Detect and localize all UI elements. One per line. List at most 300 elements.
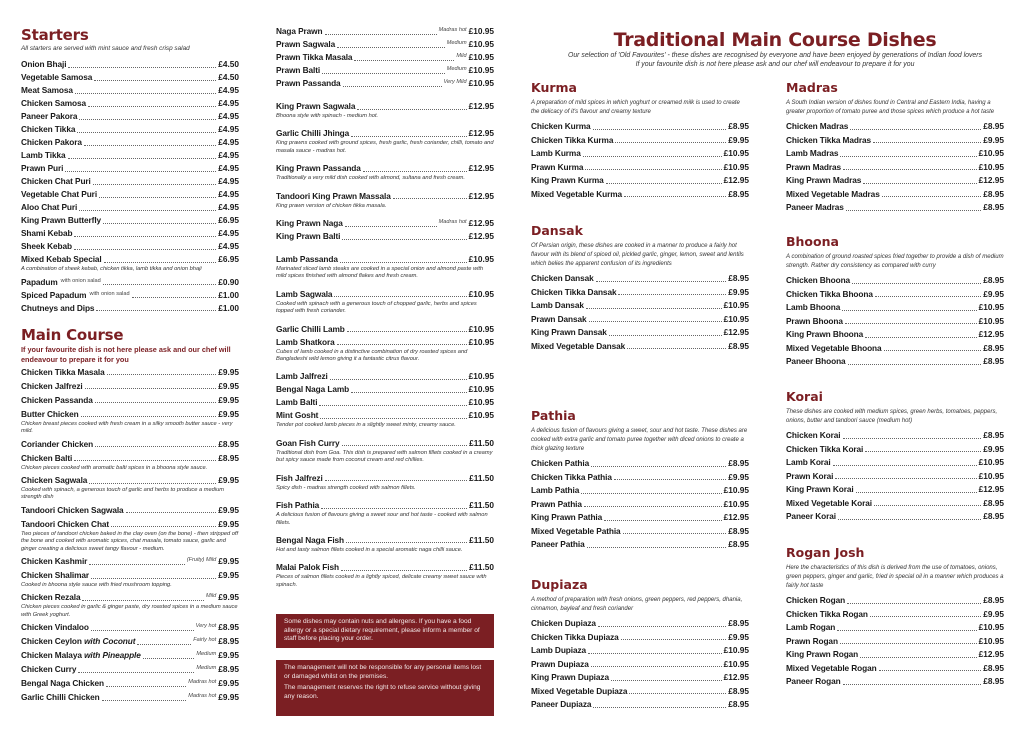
item-price: £4.95 bbox=[218, 202, 239, 213]
menu-item bbox=[786, 121, 1004, 132]
leader-dots bbox=[325, 34, 437, 35]
item-name-text: Bengal Naga Chicken bbox=[21, 678, 104, 689]
item-strength: (Fruity) Mild bbox=[186, 557, 217, 564]
item-price: £6.95 bbox=[218, 215, 239, 226]
leader-dots bbox=[89, 564, 184, 565]
item-description: King prawn version of chicken tikka masala. bbox=[276, 202, 387, 209]
item-price: £4.95 bbox=[218, 124, 239, 135]
item-name-text: Chicken Tikka Bhoona bbox=[786, 288, 873, 299]
menu-item bbox=[21, 519, 239, 530]
leader-dots bbox=[842, 310, 976, 311]
dupiaza-list bbox=[531, 618, 749, 713]
item-price: £9.95 bbox=[218, 504, 239, 515]
item-name-text: Chicken Malaya bbox=[21, 650, 82, 661]
leader-dots bbox=[587, 547, 727, 548]
leader-dots bbox=[68, 67, 216, 68]
item-name-text: Lamb Madras bbox=[786, 148, 839, 158]
item-description: Chicken pieces cooked with aromatic balti spices in a bhoona style sauce. bbox=[21, 464, 208, 471]
item-name bbox=[786, 663, 877, 674]
item-name-text: Prawn Balti bbox=[276, 65, 321, 75]
leader-dots bbox=[107, 374, 217, 375]
menu-item bbox=[531, 162, 749, 173]
item-description: Spicy dish - madras strength cooked with salmon fillets. bbox=[276, 484, 416, 491]
item-name-text: Chicken Korai bbox=[786, 430, 841, 440]
item-price: £12.95 bbox=[468, 128, 494, 139]
item-price: £9.95 bbox=[218, 556, 239, 567]
item-price: £12.95 bbox=[978, 484, 1004, 494]
item-name bbox=[531, 645, 586, 656]
item-name bbox=[531, 273, 594, 284]
item-strength: Medium bbox=[196, 651, 217, 658]
item-name-text: King Prawn Madras bbox=[786, 175, 862, 185]
leader-dots bbox=[354, 60, 454, 61]
item-name bbox=[276, 52, 352, 63]
spacer bbox=[276, 91, 494, 101]
leader-dots bbox=[95, 402, 217, 403]
leader-dots bbox=[856, 492, 977, 493]
item-name bbox=[531, 287, 616, 298]
menu-item bbox=[786, 471, 1004, 482]
menu-item bbox=[276, 191, 494, 202]
item-name-text: Mixed Vegetable Bhoona bbox=[786, 342, 882, 353]
menu-item bbox=[531, 659, 749, 670]
item-name-text: Mint Gosht bbox=[276, 410, 319, 421]
item-price: £10.95 bbox=[978, 622, 1004, 632]
item-name-text: Papadum bbox=[21, 276, 58, 287]
leader-dots bbox=[345, 226, 437, 227]
leader-dots bbox=[611, 680, 722, 681]
item-name bbox=[786, 302, 840, 313]
menu-item bbox=[786, 649, 1004, 660]
item-name bbox=[531, 618, 596, 629]
menu-item bbox=[786, 135, 1004, 146]
item-price: £10.95 bbox=[468, 78, 494, 88]
item-name-text: Prawn Madras bbox=[786, 161, 842, 172]
item-name bbox=[531, 526, 621, 537]
item-strength: Fairly hot bbox=[193, 637, 217, 644]
menu-item bbox=[786, 289, 1004, 300]
leader-dots bbox=[838, 519, 981, 520]
section-dansak bbox=[531, 223, 749, 354]
item-name-text: Mixed Vegetable Rogan bbox=[786, 662, 877, 673]
item-name-text: Prawn Tikka Masala bbox=[276, 52, 353, 62]
item-name bbox=[786, 202, 844, 213]
item-name bbox=[21, 475, 87, 486]
leader-dots bbox=[79, 210, 216, 211]
main-course-list bbox=[21, 367, 239, 706]
item-price: £9.95 bbox=[218, 592, 239, 603]
menu-item bbox=[531, 539, 749, 550]
leader-dots bbox=[591, 666, 722, 667]
item-price: £10.95 bbox=[978, 635, 1004, 646]
item-name-text: Chicken Curry bbox=[21, 664, 77, 675]
item-name bbox=[786, 498, 872, 509]
item-name bbox=[21, 124, 75, 135]
item-price: £0.90 bbox=[218, 276, 239, 287]
leader-dots bbox=[835, 478, 976, 479]
item-name bbox=[276, 191, 391, 202]
leader-dots bbox=[833, 465, 977, 466]
menu-item bbox=[786, 609, 1004, 620]
item-description: Hot and tasty salmon fillets cooked in a special aromatic naga chilli sauce. bbox=[276, 546, 463, 553]
item-name-text: Lamb Passanda bbox=[276, 254, 338, 265]
item-price: £11.50 bbox=[469, 472, 494, 483]
item-price: £12.95 bbox=[978, 175, 1004, 185]
item-name bbox=[21, 290, 86, 301]
item-name-text: King Prawn Naga bbox=[276, 218, 343, 229]
menu-item bbox=[21, 678, 239, 689]
item-name bbox=[276, 78, 341, 89]
menu-item bbox=[276, 289, 494, 300]
menu-item bbox=[786, 189, 1004, 200]
item-name-text: Chicken Madras bbox=[786, 121, 849, 131]
leader-dots bbox=[65, 171, 216, 172]
item-name-text: Bengal Naga Lamb bbox=[276, 384, 350, 395]
item-name bbox=[21, 664, 76, 675]
item-price: £4.95 bbox=[218, 241, 239, 252]
item-name-text: Lamb Rogan bbox=[786, 622, 836, 632]
item-name bbox=[21, 692, 100, 703]
item-name-text: Prawn Sagwala bbox=[276, 39, 336, 49]
item-name bbox=[276, 39, 335, 50]
item-name-text: King Prawn Butterfly bbox=[21, 215, 102, 226]
item-price: £9.95 bbox=[983, 134, 1004, 145]
item-price: £8.95 bbox=[218, 636, 239, 647]
main-course-subtitle: If your favourite dish is not here please ask and our chef will endeavour to prepare it for you bbox=[21, 344, 231, 364]
leader-dots bbox=[137, 644, 191, 645]
item-name bbox=[276, 397, 317, 408]
item-price: £12.95 bbox=[468, 190, 494, 201]
item-price: £8.95 bbox=[728, 539, 749, 549]
leader-dots bbox=[99, 197, 216, 198]
item-name-text: Lamb Jalfrezi bbox=[276, 371, 328, 382]
management-text-1: The management will not be responsible for any personal items lost or damaged whilst on the premises. bbox=[284, 664, 482, 680]
item-price: £8.95 bbox=[983, 595, 1004, 605]
leader-dots bbox=[357, 109, 466, 110]
leader-dots bbox=[879, 670, 982, 671]
leader-dots bbox=[337, 344, 467, 345]
item-name bbox=[276, 337, 335, 348]
item-price: £10.95 bbox=[468, 254, 494, 265]
item-price: £12.95 bbox=[468, 231, 494, 242]
item-price: £8.95 bbox=[728, 340, 749, 351]
leader-dots bbox=[322, 73, 445, 74]
leader-dots bbox=[334, 296, 466, 297]
leader-dots bbox=[584, 506, 722, 507]
item-price: £8.95 bbox=[218, 438, 239, 449]
item-price: £10.95 bbox=[723, 485, 749, 495]
item-name bbox=[276, 254, 338, 265]
leader-dots bbox=[593, 129, 727, 130]
item-price: £11.50 bbox=[469, 534, 494, 545]
item-name-text: Paneer Dupiaza bbox=[531, 699, 592, 709]
item-name-text: Chicken Samosa bbox=[21, 98, 87, 109]
item-name-text: Chicken Kurma bbox=[531, 121, 591, 131]
item-price: £9.95 bbox=[728, 471, 749, 482]
traditional-title: Traditional Main Course Dishes bbox=[613, 29, 937, 51]
madras-list bbox=[786, 121, 1004, 216]
menu-item bbox=[21, 409, 239, 420]
item-price: £8.95 bbox=[728, 699, 749, 709]
item-price: £8.95 bbox=[983, 430, 1004, 440]
item-name-text: Prawn Kurma bbox=[531, 161, 584, 172]
item-price: £8.95 bbox=[983, 121, 1004, 131]
item-name-text: King Prawn Rogan bbox=[786, 649, 859, 659]
item-price: £9.95 bbox=[218, 692, 239, 703]
item-price: £9.95 bbox=[218, 475, 239, 486]
item-name bbox=[786, 484, 854, 495]
item-inline-note: with onion salad bbox=[89, 290, 130, 297]
menu-item bbox=[786, 316, 1004, 327]
item-name bbox=[276, 26, 323, 37]
item-name-text: Chicken Rogan bbox=[786, 595, 846, 605]
leader-dots bbox=[850, 129, 981, 130]
item-name-text: Chicken Bhoona bbox=[786, 275, 851, 285]
item-strength: Medium bbox=[196, 665, 217, 672]
item-name bbox=[21, 395, 93, 406]
menu-item bbox=[531, 287, 749, 298]
item-price: £9.95 bbox=[728, 631, 749, 642]
item-name bbox=[786, 457, 831, 468]
leader-dots bbox=[873, 142, 981, 143]
leader-dots bbox=[84, 145, 216, 146]
item-price: £1.00 bbox=[218, 289, 239, 300]
item-name bbox=[21, 254, 102, 265]
menu-item bbox=[531, 135, 749, 146]
item-name bbox=[21, 176, 91, 187]
leader-dots bbox=[351, 392, 467, 393]
item-name-text: Prawn Rogan bbox=[786, 635, 838, 646]
leader-dots bbox=[583, 156, 722, 157]
item-price: £10.95 bbox=[468, 384, 494, 395]
leader-dots bbox=[606, 183, 722, 184]
leader-dots bbox=[875, 296, 981, 297]
item-name bbox=[276, 101, 355, 112]
item-price: £10.95 bbox=[723, 658, 749, 669]
item-name-text: Chicken Pathia bbox=[531, 458, 590, 468]
traditional-line-1: Our selection of 'Old Favourites' - these dishes are recognised by everyone and have been enjoyed by generations of Indian food lovers bbox=[567, 52, 983, 59]
item-name bbox=[276, 324, 345, 335]
item-name-text: Paneer Pathia bbox=[531, 539, 585, 549]
item-name-text: Sheek Kebab bbox=[21, 241, 73, 252]
menu-item bbox=[531, 472, 749, 483]
menu-item bbox=[276, 254, 494, 265]
item-name bbox=[21, 277, 58, 288]
item-name bbox=[786, 356, 846, 367]
item-price: £10.95 bbox=[723, 300, 749, 310]
menu-item bbox=[531, 526, 749, 537]
leader-dots bbox=[330, 379, 467, 380]
leader-dots bbox=[126, 512, 217, 513]
starters-list bbox=[21, 59, 239, 315]
menu-item bbox=[21, 98, 239, 109]
spacer bbox=[276, 244, 494, 254]
menu-item bbox=[531, 175, 749, 186]
item-name bbox=[276, 65, 320, 76]
item-price: £10.95 bbox=[468, 65, 494, 75]
leader-dots bbox=[132, 297, 217, 298]
menu-item bbox=[531, 699, 749, 710]
menu-item bbox=[21, 277, 239, 288]
item-price: £8.95 bbox=[218, 664, 239, 675]
menu-item bbox=[21, 592, 239, 603]
item-name-text: Vegetable Chat Puri bbox=[21, 189, 98, 200]
item-name bbox=[21, 163, 63, 174]
item-description: Cooked in bhoona style sauce with fried mushroom topping. bbox=[21, 582, 172, 589]
item-name bbox=[786, 649, 858, 660]
menu-item bbox=[276, 438, 494, 449]
menu-item bbox=[21, 453, 239, 464]
menu-item bbox=[276, 26, 494, 37]
column-starters-main bbox=[21, 26, 239, 706]
menu-item bbox=[276, 101, 494, 112]
allergy-notice bbox=[276, 614, 494, 648]
item-name bbox=[21, 453, 72, 464]
starters-subtitle: All starters are served with mint sauce and fresh crisp salad bbox=[21, 45, 190, 52]
item-name-text: Mixed Vegetable Dansak bbox=[531, 340, 626, 351]
item-name-text: Mixed Vegetable Pathia bbox=[531, 525, 621, 536]
item-name-text: Lamb Tikka bbox=[21, 150, 66, 161]
item-name-text: Chicken Rezala bbox=[21, 592, 81, 603]
item-name bbox=[531, 699, 591, 710]
madras-intro: A South Indian version of dishes found in Central and Eastern India, having a greater proportion of tomato puree and those spices which produce a hot taste bbox=[786, 100, 995, 115]
item-name-text: Tandoori Chicken Chat bbox=[21, 518, 110, 529]
leader-dots bbox=[91, 630, 194, 631]
starters-title: Starters bbox=[21, 26, 89, 44]
menu-item bbox=[21, 137, 239, 148]
menu-item bbox=[786, 444, 1004, 455]
item-name-text: Chicken Tikka Masala bbox=[21, 366, 105, 377]
item-price: £4.95 bbox=[218, 176, 239, 187]
item-price: £8.95 bbox=[983, 497, 1004, 508]
item-name-text: Chicken Tikka Madras bbox=[786, 134, 872, 145]
item-price: £12.95 bbox=[723, 327, 749, 337]
kurma-title: Kurma bbox=[531, 80, 577, 95]
item-price: £8.95 bbox=[728, 618, 749, 628]
item-name-text: Garlic Chilli Lamb bbox=[276, 323, 345, 334]
pathia-intro: A delicious fusion of flavours giving a sweet, sour and hot taste. These dishes are cooked with extra garlic and tomato puree together with diced onions to create a thick glazing texture bbox=[531, 428, 748, 452]
item-name bbox=[786, 329, 863, 340]
item-name bbox=[531, 632, 619, 643]
item-name-text: King Prawn Pathia bbox=[531, 512, 603, 522]
item-name-text: Lamb Dansak bbox=[531, 300, 584, 310]
item-name bbox=[276, 473, 323, 484]
item-name-text: Chicken Vindaloo bbox=[21, 622, 89, 633]
item-price: £8.95 bbox=[728, 458, 749, 468]
item-name-text: Prawn Dupiaza bbox=[531, 658, 589, 669]
item-name-text: Lamb Pathia bbox=[531, 485, 580, 495]
item-price: £8.95 bbox=[728, 525, 749, 536]
leader-dots bbox=[102, 700, 187, 701]
item-name-text: Tandoori King Prawn Massala bbox=[276, 190, 391, 201]
item-description: Cooked with spinach, a generous touch of garlic and herbs to produce a medium strength dish bbox=[21, 487, 224, 501]
item-price: £10.95 bbox=[723, 148, 749, 158]
item-price: £10.95 bbox=[723, 498, 749, 509]
item-price: £11.50 bbox=[469, 437, 494, 448]
menu-item bbox=[276, 562, 494, 573]
item-price: £9.95 bbox=[728, 286, 749, 297]
leader-dots bbox=[319, 405, 466, 406]
item-name bbox=[786, 175, 861, 186]
menu-item bbox=[21, 650, 239, 661]
item-name bbox=[786, 289, 873, 300]
item-name bbox=[531, 300, 584, 311]
section-dupiaza bbox=[531, 577, 749, 713]
item-name bbox=[276, 562, 339, 573]
item-price: £9.95 bbox=[218, 650, 239, 661]
item-name bbox=[531, 499, 582, 510]
item-name-text: Chicken Passanda bbox=[21, 394, 93, 405]
item-price: £10.95 bbox=[978, 148, 1004, 158]
allergy-notice-text: Some dishes may contain nuts and allergens. If you have a food allergy or a special dietary requirement, please inform a member of staff before placing your order. bbox=[284, 618, 480, 643]
menu-item bbox=[276, 371, 494, 382]
menu-item bbox=[531, 632, 749, 643]
item-price: £10.95 bbox=[468, 39, 494, 49]
item-price: £9.95 bbox=[728, 134, 749, 145]
item-price: £12.95 bbox=[723, 512, 749, 522]
menu-item bbox=[786, 329, 1004, 340]
menu-item bbox=[21, 85, 239, 96]
item-name-text: Chicken Tikka Dupiaza bbox=[531, 631, 619, 642]
item-name bbox=[21, 85, 73, 96]
leader-dots bbox=[615, 142, 726, 143]
item-name bbox=[21, 636, 135, 647]
menu-item bbox=[786, 676, 1004, 687]
traditional-header bbox=[525, 28, 1024, 70]
item-name-text: Goan Fish Curry bbox=[276, 437, 340, 448]
item-name-text: Onion Bhaji bbox=[21, 59, 67, 70]
item-name bbox=[276, 371, 328, 382]
pathia-list bbox=[531, 458, 749, 553]
leader-dots bbox=[93, 184, 216, 185]
item-name bbox=[531, 512, 602, 523]
menu-item bbox=[21, 290, 239, 301]
item-name bbox=[531, 327, 607, 338]
item-name bbox=[21, 59, 66, 70]
leader-dots bbox=[845, 323, 977, 324]
item-name bbox=[21, 505, 124, 516]
item-name-text: Prawn Korai bbox=[786, 470, 834, 481]
item-name-text: Prawn Puri bbox=[21, 163, 64, 174]
item-name bbox=[21, 241, 72, 252]
menu-item bbox=[276, 231, 494, 242]
item-price: £12.95 bbox=[468, 101, 494, 111]
menu-item bbox=[786, 302, 1004, 313]
item-price: £8.95 bbox=[983, 356, 1004, 366]
menu-item bbox=[276, 473, 494, 484]
item-price: £9.95 bbox=[218, 678, 239, 689]
item-price: £10.95 bbox=[468, 323, 494, 334]
management-notice bbox=[276, 660, 494, 716]
leader-dots bbox=[884, 350, 982, 351]
item-strength: Madras hot bbox=[438, 27, 467, 33]
item-price: £10.95 bbox=[978, 470, 1004, 481]
item-name-text: Chicken Sagwala bbox=[21, 475, 88, 486]
item-name bbox=[21, 202, 77, 213]
item-name-text: Paneer Korai bbox=[786, 511, 836, 521]
item-name-text: Garlic Chilli Jhinga bbox=[276, 128, 350, 139]
item-strength: Madras hot bbox=[438, 219, 467, 226]
menu-item bbox=[276, 337, 494, 348]
item-name-text: Meat Samosa bbox=[21, 85, 73, 96]
item-name-text: King Prawn Dupiaza bbox=[531, 672, 609, 682]
item-name-text: Prawn Pathia bbox=[531, 498, 582, 509]
rogan-list bbox=[786, 595, 1004, 690]
item-price: £9.95 bbox=[983, 443, 1004, 454]
item-name-text: Mixed Kebab Special bbox=[21, 254, 102, 265]
leader-dots bbox=[68, 158, 217, 159]
leader-dots bbox=[337, 47, 445, 48]
